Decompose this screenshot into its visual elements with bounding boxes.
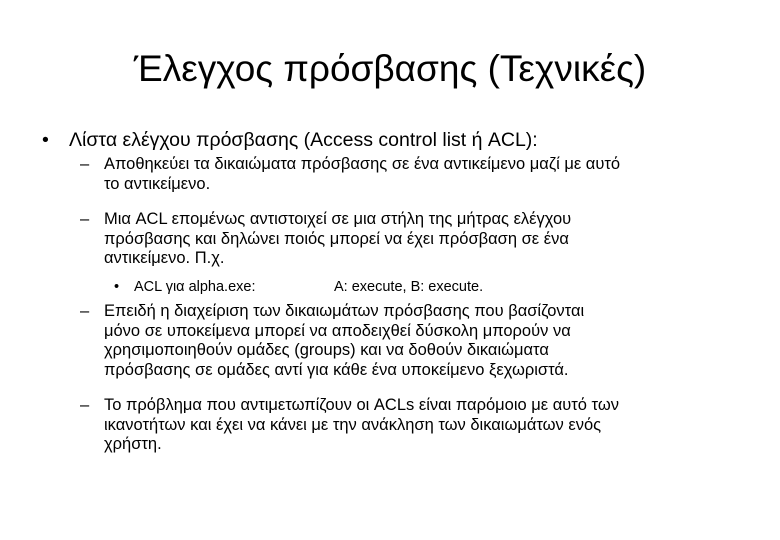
bullet-mark: • (114, 279, 120, 295)
text-line: ικανοτήτων και έχει να κάνει με την ανάκληση των δικαιωμάτων ενός (104, 415, 602, 434)
text-line: χρήστη. (104, 435, 162, 453)
bullet-mark: • (42, 129, 49, 151)
text-line: Επειδή η διαχείριση των δικαιωμάτων πρόσβασης που βασίζονται (104, 302, 585, 320)
example-value: A: execute, B: execute. (334, 279, 484, 295)
text-line: Το πρόβλημα που αντιμετωπίζουν οι ACLs είναι παρόμοιο με αυτό των (104, 396, 619, 414)
dash-mark: – (80, 302, 90, 320)
sub-bullet-text (104, 155, 720, 194)
dash-mark: – (80, 210, 90, 228)
text-line: χρησιμοποιηθούν ομάδες (groups) και να δοθούν δικαιώματα (104, 341, 549, 359)
text-line: πρόσβασης και δηλώνει ποιός μπορεί να έχει πρόσβαση σε ένα (104, 229, 569, 248)
sub-bullet-text (104, 210, 720, 269)
dash-mark: – (80, 396, 90, 414)
sub-bullet-text (104, 396, 720, 455)
dash-mark: – (80, 155, 90, 173)
text-line: το αντικείμενο. (104, 174, 211, 193)
main-bullet-text: Λίστα ελέγχου πρόσβασης (Access control list ή ACL): (69, 129, 538, 151)
text-line: πρόσβασης σε ομάδες αντί για κάθε ένα υποκείμενο ξεχωριστά. (104, 360, 569, 379)
sub-bullet-text (104, 302, 720, 380)
text-line: μόνο σε υποκείμενα μπορεί να αποδειχθεί δύσκολη μπορούν να (104, 321, 571, 340)
text-line: Μια ACL επομένως αντιστοιχεί σε μια στήλη της μήτρας ελέγχου (104, 210, 572, 228)
example-label: ACL για alpha.exe: (134, 279, 256, 295)
text-line: αντικείμενο. Π.χ. (104, 249, 225, 267)
text-line: Αποθηκεύει τα δικαιώματα πρόσβασης σε ένα αντικείμενο μαζί με αυτό (104, 155, 621, 173)
slide-title: Έλεγχος πρόσβασης (Τεχνικές) (133, 48, 647, 89)
